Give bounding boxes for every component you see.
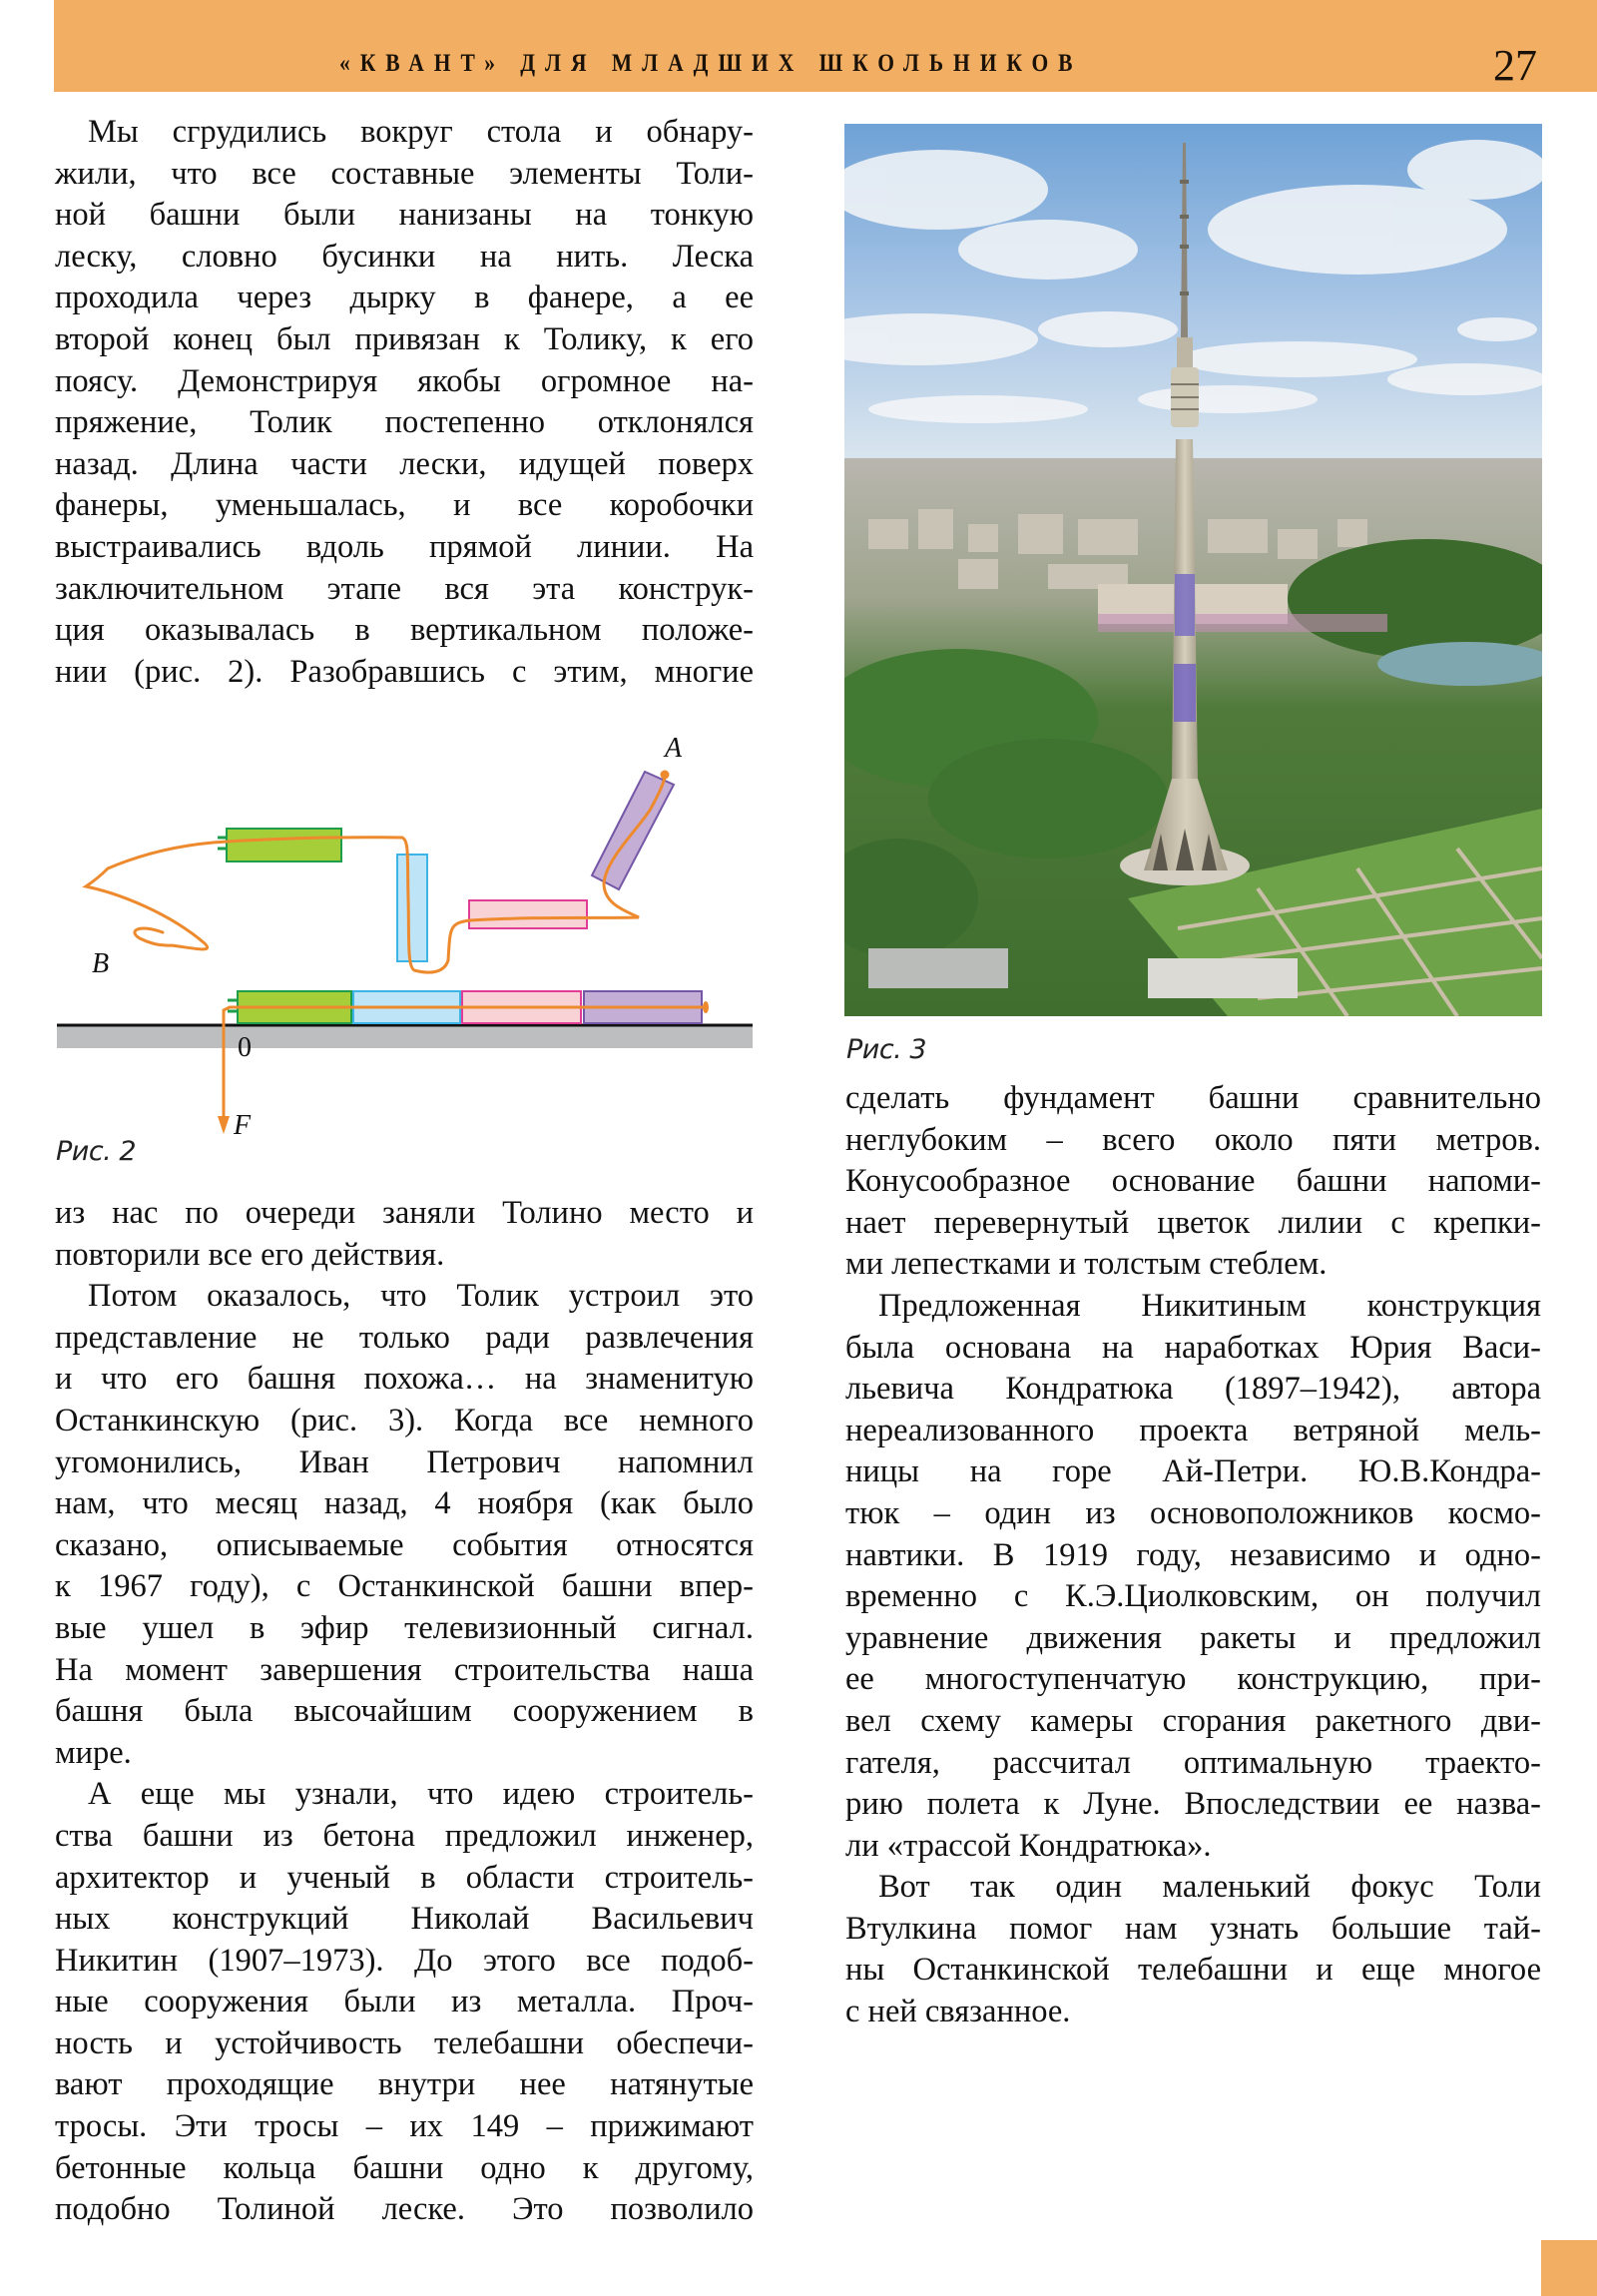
text-line: заключительном этапе вся эта конструк-: [55, 570, 754, 607]
text-line: льевича Кондратюка (1897–1942), автора: [845, 1371, 1541, 1408]
text-line: сказано, описываемые события относятся: [55, 1526, 754, 1563]
text-line: пряжение, Толик постепенно отклонялся: [55, 404, 754, 441]
text-line: к 1967 году), с Останкинской башни впер-: [55, 1568, 754, 1605]
text-line: А еще мы узнали, что идею строитель-: [88, 1776, 754, 1813]
text-line: Конусообразное основание башни напоми-: [845, 1163, 1541, 1200]
text-line: ность и устойчивость телебашни обеспечи-: [55, 2024, 754, 2061]
text-line: временно с К.Э.Циолковским, он получил: [845, 1578, 1541, 1615]
text-line: ция оказывалась в вертикальном положе-: [55, 612, 754, 649]
text-line: бетонные кольца башни одно к другому,: [55, 2149, 754, 2186]
box-pink-upper: [469, 900, 587, 928]
text-line: леску, словно бусинки на нить. Леска: [55, 238, 754, 275]
right-column-text: [845, 1078, 1541, 2033]
fishing-line: [86, 777, 665, 972]
text-line: поясу. Демонстрируя якобы огромное на-: [55, 362, 754, 399]
text-line: Потом оказалось, что Толик устроил это: [88, 1278, 754, 1315]
text-line: Вот так один маленький фокус Толи: [878, 1869, 1541, 1906]
text-line: гателя, рассчитал оптимальную траекто-: [845, 1744, 1541, 1781]
text-line: мире.: [55, 1734, 132, 1771]
text-line: ее многоступенчатую конструкцию, при-: [845, 1661, 1541, 1698]
text-line: Останкинскую (рис. 3). Когда все немного: [55, 1402, 754, 1438]
text-line: архитектор и ученый в области строитель-: [55, 1859, 754, 1896]
text-line: нереализованного проекта ветряной мель-: [845, 1412, 1541, 1448]
box-blue-upper: [397, 855, 427, 961]
text-line: нает перевернутый цветок лилии с крепки-: [845, 1204, 1541, 1241]
text-line: навтики. В 1919 году, независимо и одно-: [845, 1536, 1541, 1573]
text-line: уравнение движения ракеты и предложил: [845, 1619, 1541, 1656]
text-line: жили, что все составные элементы Толи-: [55, 155, 754, 192]
text-line: Предложенная Никитиным конструкция: [878, 1287, 1541, 1324]
text-line: На момент завершения строительства наша: [55, 1651, 754, 1688]
text-line: нии (рис. 2). Разобравшись с этим, многие: [55, 653, 754, 690]
text-line: ной башни были нанизаны на тонкую: [55, 197, 754, 234]
text-line: фанеры, уменьшалась, и все коробочки: [55, 487, 754, 524]
text-line: с ней связанное.: [845, 1994, 1071, 2030]
page-number: 27: [1493, 41, 1537, 90]
text-line: ства башни из бетона предложил инженер,: [55, 1817, 754, 1854]
text-line: вые ушел в эфир телевизионный сигнал.: [55, 1609, 754, 1646]
label-F: F: [234, 1110, 252, 1141]
text-line: вают проходящие внутри нее натянутые: [55, 2066, 754, 2103]
text-line: Никитин (1907–1973). До этого все подоб-: [55, 1942, 754, 1979]
text-line: выстраивались вдоль прямой линии. На: [55, 528, 754, 565]
header-bar: [54, 0, 1597, 92]
text-line: неглубоким – всего около пяти метров.: [845, 1121, 1541, 1158]
text-line: угомонились, Иван Петрович напомнил: [55, 1443, 754, 1480]
figure-2-diagram: [0, 699, 798, 1198]
text-line: Втулкина помог нам узнать большие тай-: [845, 1910, 1541, 1947]
text-line: рию полета к Луне. Впоследствии ее назва-: [845, 1786, 1541, 1823]
text-line: тросы. Эти тросы – их 149 – прижимают: [55, 2108, 754, 2145]
text-line: представление не только ради развлечения: [55, 1319, 754, 1356]
label-B: B: [92, 948, 110, 979]
plywood-table: [57, 1025, 753, 1048]
text-line: башня была высочайшим сооружением в: [55, 1693, 754, 1730]
text-line: назад. Длина части лески, идущей поверх: [55, 445, 754, 482]
text-line: Мы сгрудились вокруг стола и обнару-: [88, 114, 754, 150]
text-line: ных конструкций Николай Васильевич: [55, 1901, 754, 1938]
text-line: ные сооружения были из металла. Проч-: [55, 1984, 754, 2020]
text-line: вел схему камеры сгорания ракетного дви-: [845, 1702, 1541, 1739]
text-line: и что его башня похожа… на знаменитую: [55, 1361, 754, 1398]
journal-section-title: «КВАНТ» ДЛЯ МЛАДШИХ ШКОЛЬНИКОВ: [339, 50, 1083, 77]
text-line: сделать фундамент башни сравнительно: [845, 1080, 1541, 1116]
page-corner-tab: [1541, 2240, 1597, 2296]
text-line: повторили все его действия.: [55, 1236, 445, 1273]
text-line: была основана на наработках Юрия Васи-: [845, 1329, 1541, 1366]
text-line: ли «трассой Кондратюка».: [845, 1827, 1212, 1864]
text-line: тюк – один из основоположников космо-: [845, 1494, 1541, 1531]
figure-3-caption: Рис. 3: [846, 1034, 927, 1065]
text-line: ми лепестками и толстым стеблем.: [845, 1246, 1328, 1283]
box-green-upper: [227, 829, 341, 861]
left-column-text-top: [55, 112, 754, 693]
label-A: A: [665, 733, 683, 764]
text-line: нам, что месяц назад, 4 ноября (как было: [55, 1485, 754, 1522]
figure-3-photo: [844, 124, 1542, 1016]
left-column-text-bottom: [55, 1193, 754, 2231]
text-line: ницы на горе Ай-Петри. Ю.В.Кондра-: [845, 1453, 1541, 1490]
text-line: второй конец был привязан к Толику, к его: [55, 320, 754, 357]
figure-2-caption: Рис. 2: [56, 1136, 137, 1167]
force-arrow-head: [218, 1116, 230, 1134]
text-line: из нас по очереди заняли Толино место и: [55, 1195, 754, 1231]
text-line: подобно Толиной леске. Это позволило: [55, 2191, 754, 2228]
label-zero: 0: [238, 1032, 252, 1063]
text-line: проходила через дырку в фанере, а ее: [55, 280, 754, 316]
text-line: ны Останкинской телебашни и еще многое: [845, 1952, 1541, 1989]
